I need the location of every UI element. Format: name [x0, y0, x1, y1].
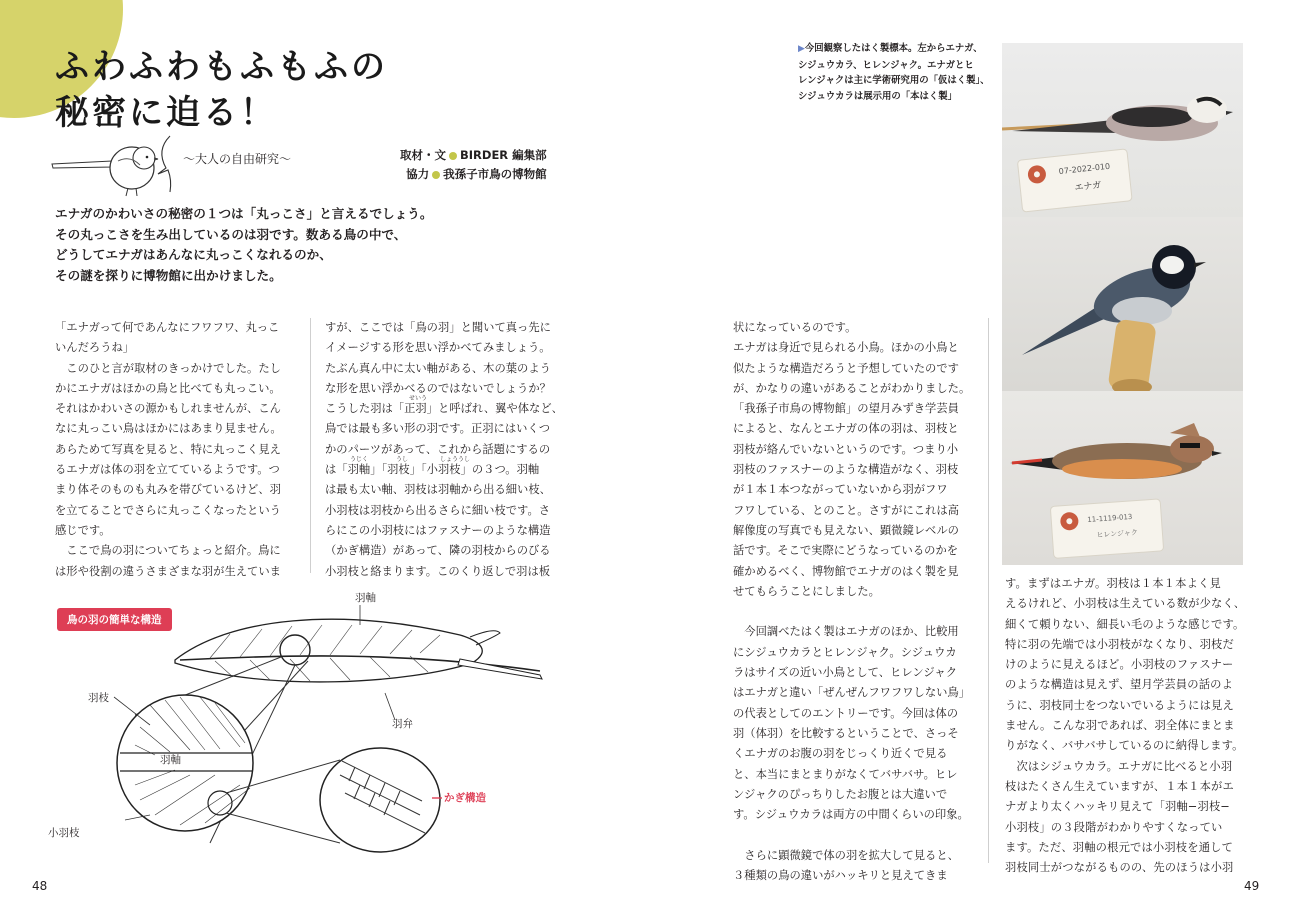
credits: [400, 146, 547, 184]
intro-line: どうしてエナガはあんなに丸っこくなれるのか、: [55, 247, 332, 262]
body-line: まり体そのものも丸みを帯びているけど、羽: [55, 483, 281, 497]
title-line-2: 秘密に迫る！: [55, 93, 277, 133]
body-line: 羽枝が絡んでいないというのです。つまり小: [733, 442, 959, 456]
caption-line: レンジャクは主に学術研究用の「仮はく製」、: [798, 75, 990, 86]
page-number-left: 48: [32, 879, 48, 893]
body-line: 枝はたくさん生えていますが、１本１本がエ: [1005, 779, 1234, 793]
body-line: ません。こんな羽であれば、羽全体にまとま: [1005, 719, 1235, 733]
body-line: す。シジュウカラは両方の中間くらいの印象。: [733, 808, 969, 822]
body-line: ３種類の鳥の違いがハッキリと見えてきま: [733, 869, 948, 883]
body-line: [733, 825, 973, 845]
body-line: すが、ここでは「鳥の羽」と聞いて真っ先に: [325, 321, 551, 334]
label-ujiku-top: 羽軸: [355, 592, 376, 604]
body-line: 話です。そこで実際にどうなっているのかを: [733, 544, 959, 558]
body-line: せてもらうことにしました。: [733, 584, 880, 598]
label-koushi: 小羽枝: [48, 827, 80, 839]
body-line: 羽枝同士がつながるものの、先のほうは小羽: [1005, 861, 1234, 875]
photo-shijukara-specimen: [1002, 217, 1243, 391]
body-column-3: [733, 318, 973, 886]
intro-line: エナガのかわいさの秘密の１つは「丸っこさ」と言えるでしょう。: [55, 206, 433, 221]
body-line: 細くて頼りない、細長い毛のような感じです。: [1005, 617, 1245, 631]
body-line: 小羽枝と絡まります。このくり返しで羽は板: [325, 564, 551, 578]
body-line: は形や役割の違うさまざまな羽が生えていま: [55, 564, 281, 578]
ruby-koushi: しょううし: [440, 456, 471, 463]
body-line: 感じです。: [55, 523, 111, 537]
body-line: このひと言が取材のきっかけでした。たし: [55, 361, 281, 375]
body-line: 状になっているのです。: [733, 321, 857, 334]
body-line: が、かなりの違いがあることがわかりました。: [733, 381, 971, 395]
body-line: ラはサイズの近い小鳥として、ヒレンジャク: [733, 666, 958, 680]
body-line: 似たような構造だろうと予想していたのです: [733, 361, 959, 375]
body-column-2: [325, 318, 565, 582]
page-title: [55, 44, 388, 136]
body-line: ここで鳥の羽についてちょっと紹介。鳥に: [55, 544, 281, 558]
body-line: な形を思い浮かべるのではないでしょうか？: [325, 381, 551, 395]
body-line: はエナガと違い「ぜんぜんフワフワしない鳥」: [733, 686, 971, 700]
specimen-tag-name: ヒレンジャク: [1096, 528, 1139, 540]
body-column-1: [55, 318, 295, 582]
body-line: うに、羽枝同士をつないでいるようには見え: [1005, 698, 1234, 712]
body-line: （かぎ構造）があって、隣の羽枝からのびる: [325, 544, 551, 558]
body-line: ナガより太くハッキリ見えて「羽軸−羽枝−: [1005, 800, 1231, 814]
body-line: ます。ただ、羽軸の根元では小羽枝を通して: [1005, 840, 1234, 854]
body-line: なに丸っこい鳥はほかにはあまり見ません。: [55, 422, 282, 436]
body-line: のような構造は見えず、望月学芸員の話のよ: [1005, 678, 1234, 692]
body-line: 小羽枝」の３段階がわかりやすくなってい: [1005, 820, 1223, 834]
photo-caption: [798, 41, 990, 104]
bullet-dot-icon: [449, 152, 457, 160]
body-line: を立てることでさらに丸っこくなったという: [55, 503, 281, 517]
writer-label: 取材・文: [400, 148, 446, 162]
subtitle: 〜大人の自由研究〜: [183, 152, 292, 166]
feather-structure-diagram: [40, 585, 560, 875]
body-line: らにこの小羽枝にはファスナーのような構造: [325, 523, 551, 537]
body-line: 「我孫子市鳥の博物館」の望月みずき学芸員: [733, 402, 959, 416]
bullet-dot-icon: [432, 171, 440, 179]
label-kagi: かぎ構造: [444, 792, 486, 804]
coop-label: 協力: [406, 167, 430, 181]
body-line: と、本当にまとまりがなくてバサバサ。ヒレ: [733, 767, 958, 781]
body-line: かのパーツがあって、これから話題にするの: [325, 442, 551, 456]
photo-hirenjaku-specimen: [1002, 391, 1243, 565]
coop-name: 我孫子市鳥の博物館: [443, 167, 547, 181]
body-line: の代表としてのエントリーです。今回は体の: [733, 706, 959, 720]
specimen-tag-number: 11-1119-013: [1087, 512, 1133, 524]
body-line: 解像度の写真でも見えない、顕微鏡レベルの: [733, 523, 959, 537]
caption-line: [798, 41, 990, 58]
credit-writer-row: [400, 146, 547, 165]
body-line: 羽（体羽）を比較するということで、さっそ: [733, 726, 959, 740]
body-line: けのように見えるほど。小羽枝のファスナー: [1005, 658, 1234, 672]
title-line-1: ふわふわもふもふの: [55, 47, 388, 87]
body-line: は最も太い軸、羽枝は羽軸から出る細い枝、: [325, 483, 551, 497]
label-ushi: 羽枝: [88, 692, 109, 704]
body-line: 「エナガって何であんなにフワフワ、丸っこ: [55, 321, 280, 334]
ruby-ushi: うし: [396, 456, 409, 463]
body-line: 小羽枝は羽枝から出るさらに細い枝です。さ: [325, 503, 551, 517]
specimen-tag-number: 07-2022-010: [1058, 161, 1111, 177]
label-ujiku-center: 羽軸: [160, 754, 181, 766]
body-line: 今回調べたはく製はエナガのほか、比較用: [733, 625, 959, 639]
ruby-seiu: せいう: [409, 395, 428, 402]
body-line: えるけれど、小羽枝は生えている数が少なく、: [1005, 597, 1246, 611]
body-line: 次はシジュウカラ。エナガに比べると小羽: [1005, 759, 1233, 773]
body-line: 鳥では最も多い形の羽です。正羽にはいくつ: [325, 422, 551, 436]
specimen-tag-name: エナガ: [1074, 180, 1102, 194]
body-line: りがなく、バサバサしているのに納得します。: [1005, 739, 1244, 753]
intro-paragraph: [55, 204, 432, 286]
body-line: さらに顕微鏡で体の羽を拡大して見ると、: [733, 848, 959, 862]
body-line: 確かめるべく、博物館でエナガのはく製を見: [733, 564, 959, 578]
body-line: ンジャクのぴっちりしたお腹とは大違いで: [733, 787, 948, 801]
page-number-right: 49: [1244, 879, 1260, 893]
diagram-heading-badge: 鳥の羽の簡単な構造: [57, 608, 172, 631]
body-line: たぶん真ん中に太い軸がある、木の葉のよう: [325, 361, 551, 375]
body-line: は「羽軸」「羽枝」「小羽枝」の３つ。羽軸: [325, 463, 540, 477]
body-line: かにエナガはほかの鳥と比べても丸っこい。: [55, 381, 281, 395]
triangle-marker-icon: ▶: [798, 44, 805, 54]
column-divider: [310, 318, 311, 573]
body-line: 羽枝のファスナーのような構造がなく、羽枝: [733, 463, 959, 477]
body-line: によると、なんとエナガの体の羽は、羽枝と: [733, 422, 959, 436]
body-line: あらためて写真を見ると、特に丸っこく見え: [55, 442, 281, 456]
body-line: フワしている、とのこと。さすがにこれは高: [733, 503, 959, 517]
body-line: るエナガは体の羽を立てているようです。つ: [55, 463, 280, 477]
caption-text: 今回観察したはく製標本。左からエナガ、: [804, 43, 983, 54]
body-line: それはかわいさの源かもしれませんが、こん: [55, 402, 281, 416]
ruby-ujiku: うじく: [350, 456, 369, 463]
label-uben: 羽弁: [392, 718, 413, 730]
body-column-4: [1005, 574, 1245, 878]
intro-line: その謎を探りに博物館に出かけました。: [55, 267, 282, 283]
body-line: が１本１本つながっていないから羽がフワ: [733, 483, 948, 497]
credit-coop-row: [400, 165, 547, 184]
body-line: こうした羽は「正羽」と呼ばれ、翼や体など、: [325, 402, 563, 416]
bird-illustration-icon: [50, 128, 190, 200]
column-divider: [988, 318, 989, 863]
body-line: す。まずはエナガ。羽枝は１本１本よく見: [1005, 577, 1221, 590]
caption-line: シジュウカラ、ヒレンジャク。エナガとヒ: [798, 59, 974, 71]
body-line: 特に羽の先端では小羽枝がなくなり、羽枝だ: [1005, 637, 1234, 651]
body-line: エナガは身近で見られる小鳥。ほかの小鳥と: [733, 341, 959, 355]
photo-enaga-specimen: [1002, 43, 1243, 217]
body-line: いんだろうね」: [55, 341, 135, 355]
body-line: [733, 602, 973, 622]
caption-line: シジュウカラは展示用の「本はく製」: [798, 90, 957, 102]
body-line: にシジュウカラとヒレンジャク。シジュウカ: [733, 645, 957, 659]
body-line: くエナガのお腹の羽をじっくり近くで見る: [733, 747, 948, 761]
body-line: イメージする形を思い浮かべてみましょう。: [325, 341, 551, 355]
writer-name: BIRDER 編集部: [460, 148, 547, 162]
intro-line: その丸っこさを生み出しているのは羽です。数ある鳥の中で、: [55, 226, 407, 242]
